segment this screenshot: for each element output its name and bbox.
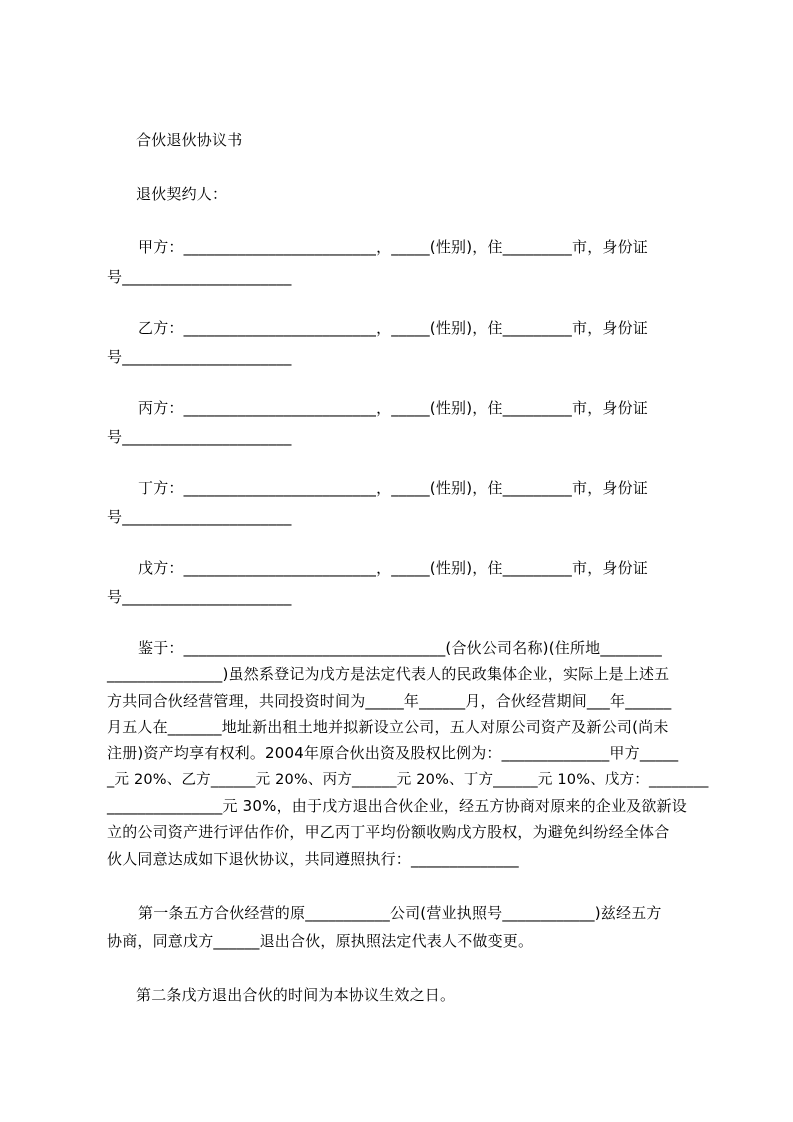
- party-a-line1: 甲方：_________________________，_____(性别)，住_________市，身份证: [138, 238, 649, 256]
- party-a-line2: 号______________________: [107, 268, 292, 286]
- recital-line: 伙人同意达成如下退伙协议，共同遵照执行：______________: [107, 850, 519, 868]
- party-c-line1: 丙方：_________________________，_____(性别)，住_________市，身份证: [138, 399, 649, 417]
- document-title: 合伙退伙协议书: [136, 131, 243, 149]
- article-1-line: 协商，同意戊方______退出合伙，原执照法定代表人不做变更。: [107, 932, 534, 950]
- recital-line: 注册)资产均享有权利。2004年原合伙出资及股权比例为：______________甲方_____: [107, 744, 679, 762]
- party-d-line1: 丁方：_________________________，_____(性别)，住_________市，身份证: [138, 479, 649, 497]
- recital-line: _元 20%、乙方______元 20%、丙方______元 20%、丁方______元 10%、戊方：________: [107, 772, 709, 788]
- recital-line: 方共同合伙经营管理，共同投资时间为_____年______月，合伙经营期间___年______: [107, 692, 672, 710]
- recital-line: 鉴于：__________________________________(合伙公司名称)(住所地________: [138, 639, 662, 657]
- party-e-line2: 号______________________: [107, 588, 292, 606]
- recital-line: _______________元 30%，由于戊方退出合伙企业，经五方协商对原来的企业及欲新设: [107, 797, 688, 815]
- party-b-line2: 号______________________: [107, 348, 292, 366]
- party-c-line2: 号______________________: [107, 428, 292, 446]
- contractors-heading: 退伙契约人：: [136, 185, 228, 203]
- party-d-line2: 号______________________: [107, 508, 292, 526]
- article-2-line: 第二条戊方退出合伙的时间为本协议生效之日。: [136, 986, 456, 1004]
- recital-line: _______________)虽然系登记为戊方是法定代表人的民政集体企业，实际上是上述五: [107, 665, 670, 683]
- party-e-line1: 戊方：_________________________，_____(性别)，住_________市，身份证: [138, 559, 649, 577]
- party-b-line1: 乙方：_________________________，_____(性别)，住_________市，身份证: [138, 319, 649, 337]
- recital-line: 月五人在_______地址新出租土地并拟新设立公司，五人对原公司资产及新公司(尚未: [107, 718, 669, 736]
- recital-line: 立的公司资产进行评估作价，甲乙丙丁平均份额收购戊方股权，为避免纠纷经全体合: [107, 823, 670, 841]
- article-1-line: 第一条五方合伙经营的原___________公司(营业执照号____________)兹经五方: [138, 904, 662, 922]
